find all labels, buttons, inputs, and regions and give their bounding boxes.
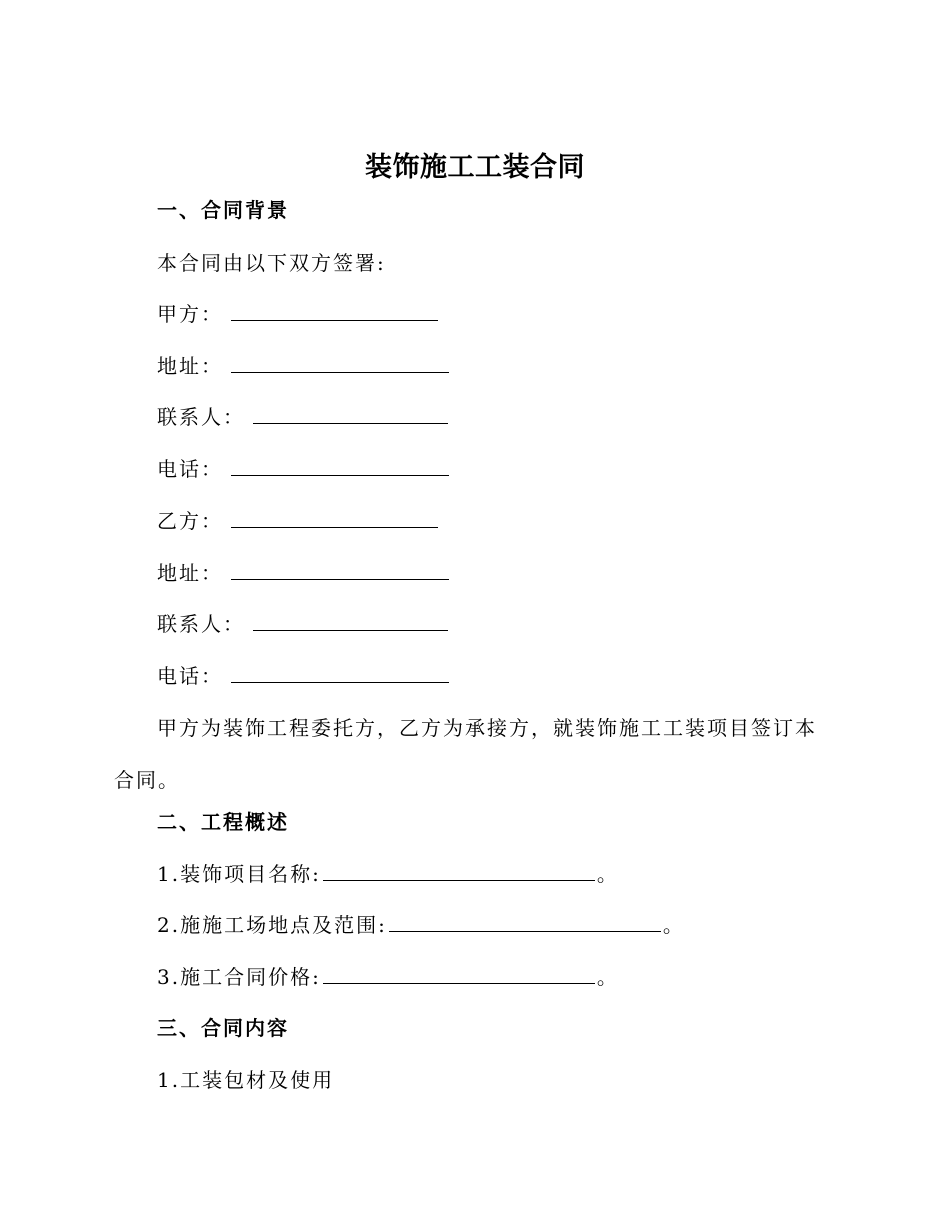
party-b-field [157, 507, 438, 535]
party-a-contact-field [157, 403, 448, 431]
party-b-contact-blank[interactable] [253, 612, 448, 631]
project-name-label: 1.装饰项目名称: [157, 862, 321, 886]
site-location-blank[interactable] [389, 913, 661, 932]
section-heading-content: 三、合同内容 [157, 1016, 289, 1040]
party-b-contact-label: 联系人： [157, 612, 245, 636]
party-a-address-blank[interactable] [231, 354, 449, 373]
project-name-field [157, 860, 619, 888]
party-b-address-label: 地址： [157, 561, 223, 585]
party-b-phone-label: 电话： [157, 664, 223, 688]
party-a-address-field [157, 352, 449, 380]
document-title: 装饰施工工装合同 [365, 152, 585, 183]
contract-purpose-paragraph: 甲方为装饰工程委托方，乙方为承接方，就装饰施工工装项目签订本合同。 [114, 716, 817, 792]
party-a-phone-blank[interactable] [231, 457, 449, 476]
party-a-field [157, 300, 438, 328]
party-b-phone-field [157, 662, 449, 690]
project-name-suffix: 。 [596, 862, 619, 886]
party-b-address-field [157, 559, 449, 587]
party-a-phone-label: 电话： [157, 457, 223, 481]
contract-price-field [157, 963, 619, 991]
section-heading-background: 一、合同背景 [157, 198, 289, 222]
party-b-contact-field [157, 610, 448, 638]
party-b-blank[interactable] [231, 509, 438, 528]
section-heading-overview: 二、工程概述 [157, 810, 289, 834]
party-a-phone-field [157, 455, 449, 483]
party-b-phone-blank[interactable] [231, 664, 449, 683]
intro-text: 本合同由以下双方签署: [157, 251, 386, 275]
party-b-label: 乙方： [157, 509, 223, 533]
site-location-label: 2.施施工场地点及范围: [157, 913, 387, 937]
site-location-field [157, 911, 685, 939]
party-a-contact-blank[interactable] [253, 405, 448, 424]
party-a-blank[interactable] [231, 302, 438, 321]
party-b-address-blank[interactable] [231, 561, 449, 580]
contract-price-blank[interactable] [323, 965, 595, 984]
site-location-suffix: 。 [662, 913, 685, 937]
content-item-materials: 1.工装包材及使用 [157, 1068, 335, 1092]
contract-price-suffix: 。 [596, 965, 619, 989]
party-a-label: 甲方： [157, 302, 223, 326]
contract-price-label: 3.施工合同价格: [157, 965, 321, 989]
party-a-contact-label: 联系人： [157, 405, 245, 429]
party-a-address-label: 地址： [157, 354, 223, 378]
project-name-blank[interactable] [323, 862, 595, 881]
